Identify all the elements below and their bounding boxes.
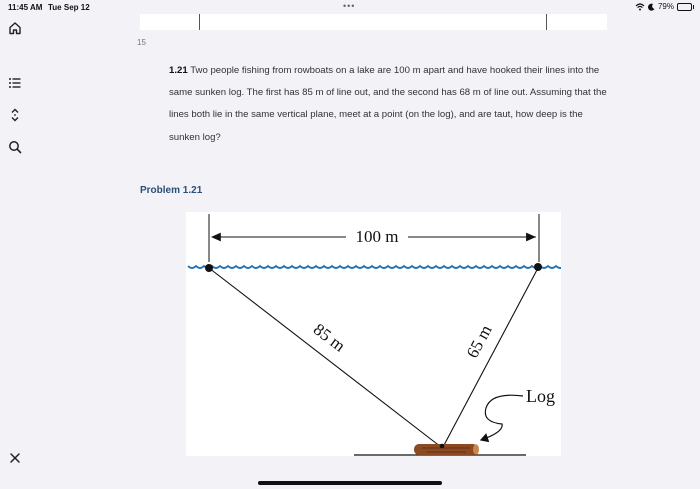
close-button[interactable] bbox=[6, 449, 24, 467]
status-indicators bbox=[635, 2, 692, 11]
sunken-log bbox=[414, 444, 479, 455]
log-pointer-arrow bbox=[481, 395, 523, 440]
search-icon bbox=[8, 140, 22, 154]
right-boat-dot bbox=[534, 263, 542, 271]
sidebar bbox=[0, 14, 30, 489]
list-icon bbox=[8, 76, 22, 90]
left-fishing-line bbox=[209, 268, 441, 447]
problem-heading: Problem 1.21 bbox=[140, 185, 203, 196]
log-label: Log bbox=[526, 386, 555, 406]
search-button[interactable] bbox=[6, 138, 24, 156]
problem-figure bbox=[186, 212, 561, 456]
page-navigation-button[interactable] bbox=[6, 106, 24, 124]
close-icon bbox=[9, 452, 21, 464]
status-bar bbox=[0, 0, 700, 14]
problem-body: Two people fishing from rowboats on a lake are 100 m apart and have hooked their lines into the same sunken log. The first has 85 m of line out, and the second has 68 m of line out. Assuming that the lines both lie in the same vertical plane, meet at a point (on the log), and are taut, how deep is the sunken log? bbox=[169, 65, 607, 143]
status-date: Tue Sep 12 bbox=[48, 3, 90, 12]
moon-icon bbox=[648, 3, 655, 11]
wifi-icon bbox=[635, 3, 645, 11]
contents-list-button[interactable] bbox=[6, 74, 24, 92]
previous-page-bottom bbox=[140, 14, 607, 30]
home-button[interactable] bbox=[6, 19, 24, 37]
figure-drawing bbox=[186, 212, 561, 456]
home-indicator[interactable] bbox=[258, 481, 442, 485]
home-icon bbox=[8, 21, 22, 35]
left-boat-dot bbox=[205, 264, 213, 272]
battery-icon bbox=[677, 3, 692, 11]
problem-statement[interactable] bbox=[169, 60, 609, 149]
status-time: 11:45 AM bbox=[8, 3, 43, 12]
problem-number: 1.21 bbox=[169, 65, 188, 76]
chevron-up-down-icon bbox=[8, 107, 22, 123]
right-line-label: 65 m bbox=[462, 321, 496, 362]
battery-percent: 79% bbox=[657, 2, 674, 11]
distance-label: 100 m bbox=[355, 227, 399, 246]
multitasking-dots-icon[interactable]: ••• bbox=[343, 1, 356, 11]
document-page[interactable] bbox=[30, 14, 678, 489]
page-number: 15 bbox=[137, 38, 146, 47]
left-line-label: 85 m bbox=[309, 319, 349, 356]
right-fishing-line bbox=[443, 268, 538, 447]
water-surface bbox=[188, 266, 561, 268]
